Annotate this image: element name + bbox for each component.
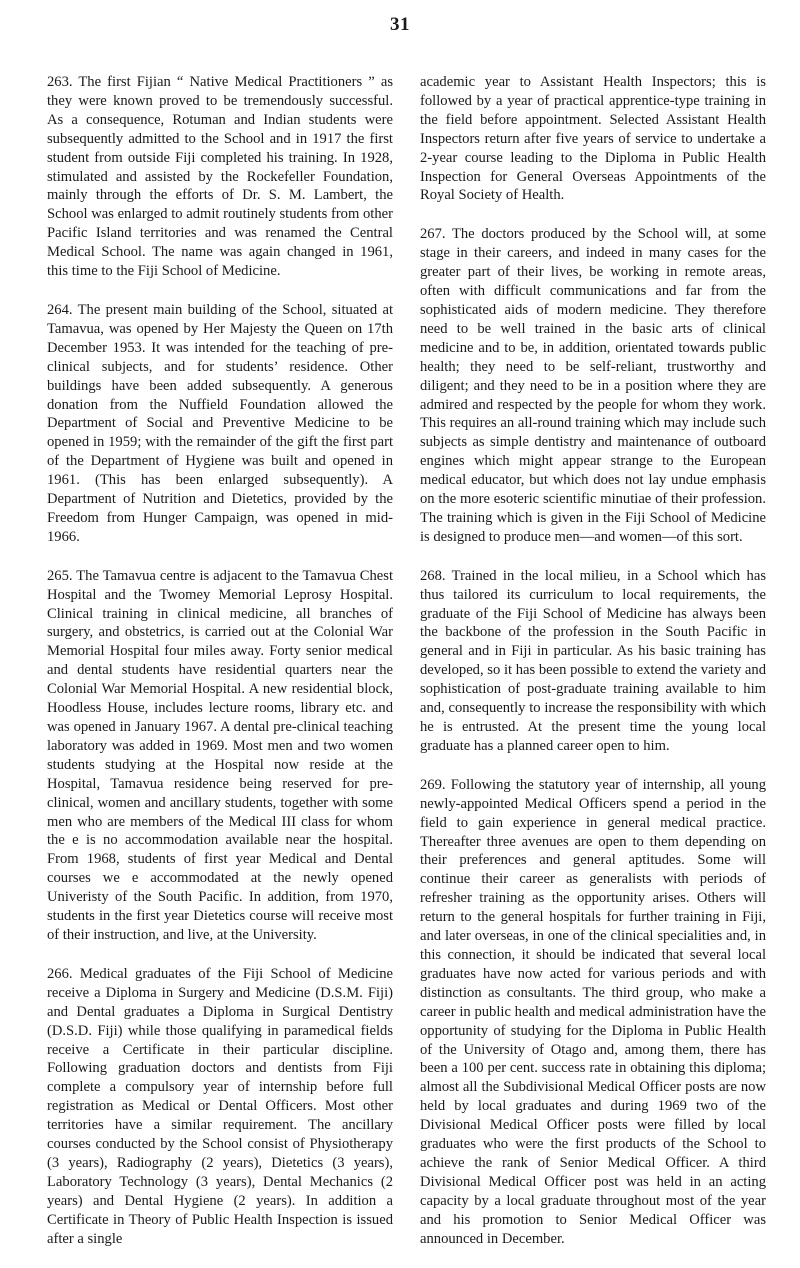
paragraph-269: 269. Following the statutory year of internship, all young newly-appointed Medical Officers spend a period in the field to gain experience in general medical practice. Thereafter three avenues are open to them depending on their preferences and general aptitudes. Some will continue their career as generalists with periods of refresher training as the opportunity arises. Others will return to the general hospitals for further training in Fiji, and later overseas, in one of the clinical specialities and, in this connection, it should be indicated that several local graduates have now acted for various periods and with distinction as consultants. The third group, who make a career in public health and medical administration have the opportunity of studying for the Diploma in Public Health of the University of Otago and, among them, there has been a 100 per cent. success rate in obtaining this diploma; almost all the Subdivisional Medical Officer posts are now held by local graduates and during 1969 two of the Divisional Medical Officer posts were filled by local graduates who were the first products of the School to achieve the rank of Senior Medical Officer. A third Divisional Medical Officer post was held in an acting capacity by a local graduate throughout most of the year and his promotion to Senior Medical Officer was announced in December.	[420, 776, 766, 1247]
paragraph-267: 267. The doctors produced by the School will, at some stage in their careers, and indeed in many cases for the greater part of their lives, be working in remote areas, often with difficult communications and far from the sophisticated aids of modern medicine. They therefore need to be well trained in the basic arts of clinical medicine and to be, in addition, orientated towards public health; they need to be self-reliant, trustworthy and diligent; and they need to be in a position where they are admired and respected by the people for whom they work. This requires an all-round training which may include such subjects as simple dentistry and maintenance of outboard engines which might appear strange to the European medical educator, but which does not lay undue emphasis on the more esoteric scientific minutiae of their profession. The training which is given in the Fiji School of Medicine is designed to produce men—and women—of this sort.	[420, 226, 766, 545]
paragraph-265: 265. The Tamavua centre is adjacent to the Tamavua Chest Hospital and the Twomey Memorial Leprosy Hospital. Clinical training in clinical medicine, all branches of surgery, and obstetrics, is carried out at the Colonial War Memorial Hospital four miles away. Forty senior medical and dental students have residential quarters near the Colonial War Memorial Hospital. A new residential block, Hoodless House, includes lecture rooms, library etc. and was opened in January 1967. A dental pre-clinical teaching laboratory was added in 1969. Most men and two women students studying at the Hospital now reside at the Hospital, Tamavua residence being reserved for pre-clinical, women and ancillary students, together with some men who are members of the Medical III class for whom the e is no accommodation available near the hospital. From 1968, students of first year Medical and Dental courses we e accommodated at the newly opened Univeristy of the South Pacific. In addition, from 1970, students in the first year Dietetics course will receive most of their instruction, and live, at the University.	[47, 567, 393, 943]
paragraph-266: 266. Medical graduates of the Fiji School of Medicine receive a Diploma in Surgery and Medicine (D.S.M. Fiji) and Dental graduates a Diploma in Surgical Dentistry (D.S.D. Fiji) while those qualifying in paramedical fields receive a Certificate in their particular discipline. Following graduation doctors and dentists from Fiji complete a compulsory year of internship before full registration as Medical or Dental Officers. Most other territories have a similar requirement. The ancillary courses conducted by the School consist of Physiotherapy (3 years), Radiography (2 years), Dietetics (3 years), Laboratory Technology (3 years), Dental Mechanics (2 years) and Dental Hygiene (2 years). In addition a Certificate in Theory of Public Health Inspection is issued after a single	[47, 965, 393, 1247]
right-column	[420, 73, 766, 1268]
page-number: 31	[390, 14, 410, 35]
paragraph-266-continued: academic year to Assistant Health Inspectors; this is followed by a year of practical apprentice-type training in the field before appointment. Selected Assistant Health Inspectors return after five years of service to undertake a 2-year course leading to the Diploma in Public Health Inspection for General Overseas Appointments of the Royal Society of Health.	[420, 74, 766, 204]
paragraph-263: 263. The first Fijian “ Native Medical Practitioners ” as they were known proved to be tremendously successful. As a consequence, Rotuman and Indian students were subsequently admitted to the School and in 1917 the first student from outside Fiji completed his training. In 1928, stimulated and assisted by the Rockefeller Foundation, mainly through the efforts of Dr. S. M. Lambert, the School was enlarged to admit routinely students from other Pacific Island territories and was renamed the Central Medical School. The name was again changed in 1961, this time to the Fiji School of Medicine.	[47, 74, 393, 280]
paragraph-264: 264. The present main building of the School, situated at Tamavua, was opened by Her Majesty the Queen on 17th December 1953. It was intended for the teaching of pre-clinical subjects, and for students’ residence. Other buildings have been added subsequently. A generous donation from the Nuffield Foundation allowed the Department of Social and Preventive Medicine to be opened in 1959; with the remainder of the gift the first part of the Department of Hygiene was built and opened in 1961. (This has been enlarged subsequently). A Department of Nutrition and Dietetics, provided by the Freedom from Hunger Campaign, was opened in mid-1966.	[47, 301, 393, 545]
paragraph-268: 268. Trained in the local milieu, in a School which has thus tailored its curriculum to local requirements, the graduate of the Fiji School of Medicine has always been the backbone of the profession in the South Pacific in general and in Fiji in particular. As his basic training has developed, so it has been possible to extend the variety and sophistication of post-graduate training available to him and, consequently to increase the responsibility with which he is entrusted. At the present time the young local graduate has a planned career open to him.	[420, 567, 766, 754]
left-column	[47, 73, 393, 1268]
